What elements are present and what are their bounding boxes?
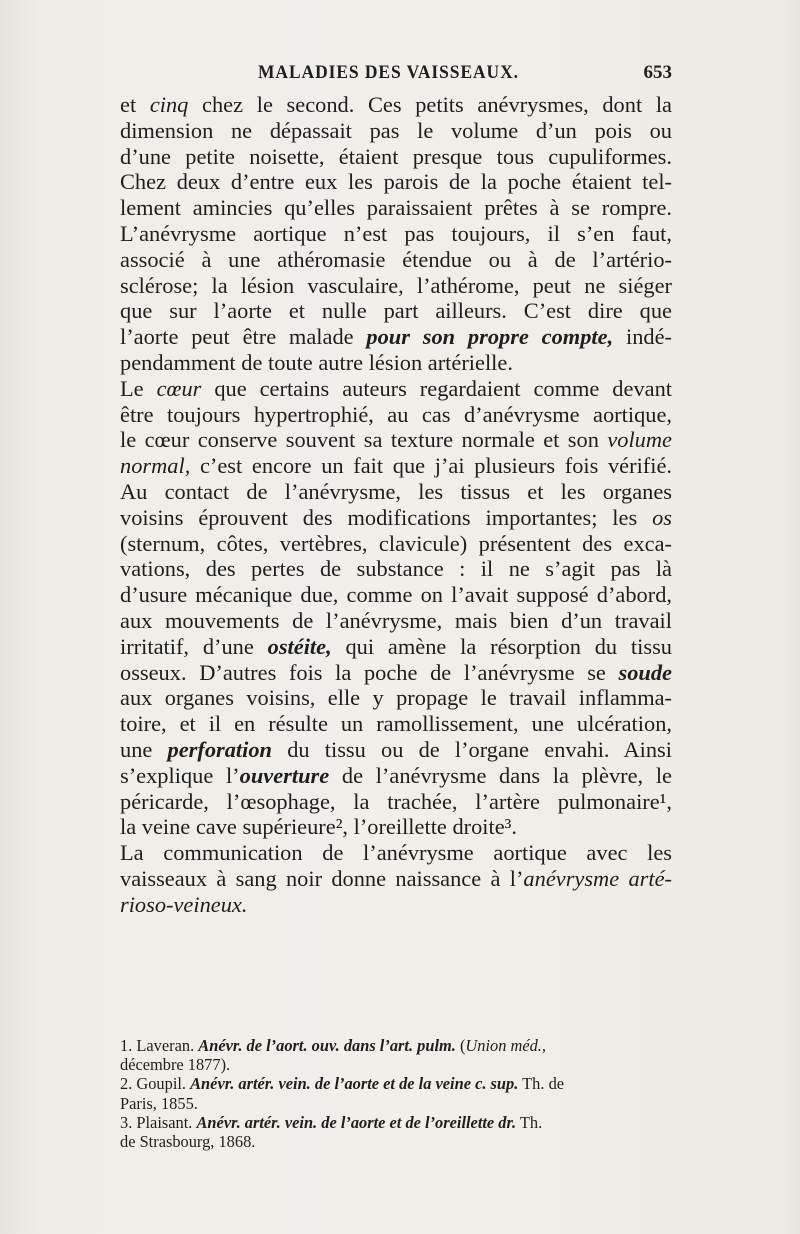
text-line: d’une petite noisette, étaient presque tous cupuliformes. [120,143,672,169]
text-line: pendamment de toute autre lésion artérielle. [120,349,513,375]
text-line: aux organes voisins, elle y propage le travail inflamma- [120,685,672,711]
text-line: le cœur conserve souvent sa texture normale et son volume [120,427,672,453]
text-line: normal, c’est encore un fait que j’ai plusieurs fois vérifié. [120,453,672,479]
footnote-line: 1. Laveran. Anévr. de l’aort. ouv. dans l’art. pulm. (Union méd., [120,1036,546,1055]
footnotes [120,1036,672,1151]
footnote-line: de Strasbourg, 1868. [120,1131,256,1151]
text-line: Le cœur que certains auteurs regardaient comme devant [120,375,672,401]
italic-text: volume [607,427,672,453]
italic-text: cœur [156,375,202,401]
bold-italic-text: Anévr. artér. vein. de l’aorte et de la veine c. sup. [190,1074,519,1094]
bold-italic-text: pour son propre compte, [366,324,614,350]
italic-text: normal, [120,453,191,479]
text-line: L’anévrysme aortique n’est pas toujours, il s’en faut, [120,220,672,246]
text-line: s’explique l’ouverture de l’anévrysme dans la plèvre, le [120,762,672,788]
italic-text: anévrysme arté- [523,865,672,891]
bold-italic-text: ostéite, [267,633,332,659]
footnote-line: 2. Goupil. Anévr. artér. vein. de l’aorte et de la veine c. sup. Th. de [120,1074,565,1094]
bold-italic-text: soude [618,659,672,685]
page-number: 653 [643,62,672,83]
body-text [120,92,672,918]
text-line: être toujours hypertrophié, au cas d’anévrysme aortique, [120,401,672,427]
running-title: MALADIES DES VAISSEAUX. [258,62,519,83]
text-line: La communication de l’anévrysme aortique avec les [120,840,672,866]
text-line: Au contact de l’anévrysme, les tissus et les organes [120,478,672,504]
text-line: d’usure mécanique due, comme on l’avait supposé d’abord, [120,582,672,608]
text-line: Chez deux d’entre eux les parois de la poche étaient tel- [120,169,672,195]
footnote-line: Paris, 1855. [120,1093,198,1113]
text-line [120,892,672,918]
text-line: (sternum, côtes, vertèbres, clavicule) présentent des exca- [120,530,672,556]
italic-text: os [652,504,672,530]
text-line: l’aorte peut être malade pour son propre compte, indé- [120,324,672,350]
bold-italic-text: perforation [167,736,273,762]
text-line: lement amincies qu’elles paraissaient prêtes à se rompre. [120,195,672,221]
text-line: sclérose; la lésion vasculaire, l’athérome, peut ne siéger [120,272,672,298]
italic-text: rioso-veineux. [120,891,248,917]
text-line: associé à une athéromasie étendue ou à de l’artério- [120,246,672,272]
text-line: vaisseaux à sang noir donne naissance à l’anévrysme arté- [120,865,672,891]
text-line: aux mouvements de l’anévrysme, mais bien d’un travail [120,607,672,633]
text-line: voisins éprouvent des modifications importantes; les os [120,504,672,530]
text-line: la veine cave supérieure², l’oreillette droite³. [120,814,517,840]
bold-italic-text: ouverture [239,762,330,788]
bold-italic-text: Anévr. artér. vein. de l’aorte et de l’oreillette dr. [196,1112,517,1132]
text-line: dimension ne dépassait pas le volume d’un pois ou [120,117,672,143]
italic-text: Union méd., [465,1036,546,1055]
bold-italic-text: Anévr. de l’aort. ouv. dans l’art. pulm. [198,1036,456,1055]
footnote-line: 3. Plaisant. Anévr. artér. vein. de l’aorte et de l’oreillette dr. Th. [120,1112,543,1132]
text-line: toire, et il en résulte un ramollissement, une ulcération, [120,711,672,737]
text-line: vations, des pertes de substance : il ne s’agit pas là [120,556,672,582]
footnote-line: décembre 1877). [120,1055,231,1075]
text-line: que sur l’aorte et nulle part ailleurs. C’est dire que [120,298,672,324]
text-line: une perforation du tissu ou de l’organe envahi. Ainsi [120,736,672,762]
running-head [120,62,672,86]
text-line: péricarde, l’œsophage, la trachée, l’artère pulmonaire¹, [120,788,672,814]
text-line: irritatif, d’une ostéite, qui amène la résorption du tissu [120,633,672,659]
italic-text: cinq [149,92,189,117]
text-line: et cinq chez le second. Ces petits anévrysmes, dont la [120,92,672,117]
text-line: osseux. D’autres fois la poche de l’anévrysme se soude [120,659,672,685]
